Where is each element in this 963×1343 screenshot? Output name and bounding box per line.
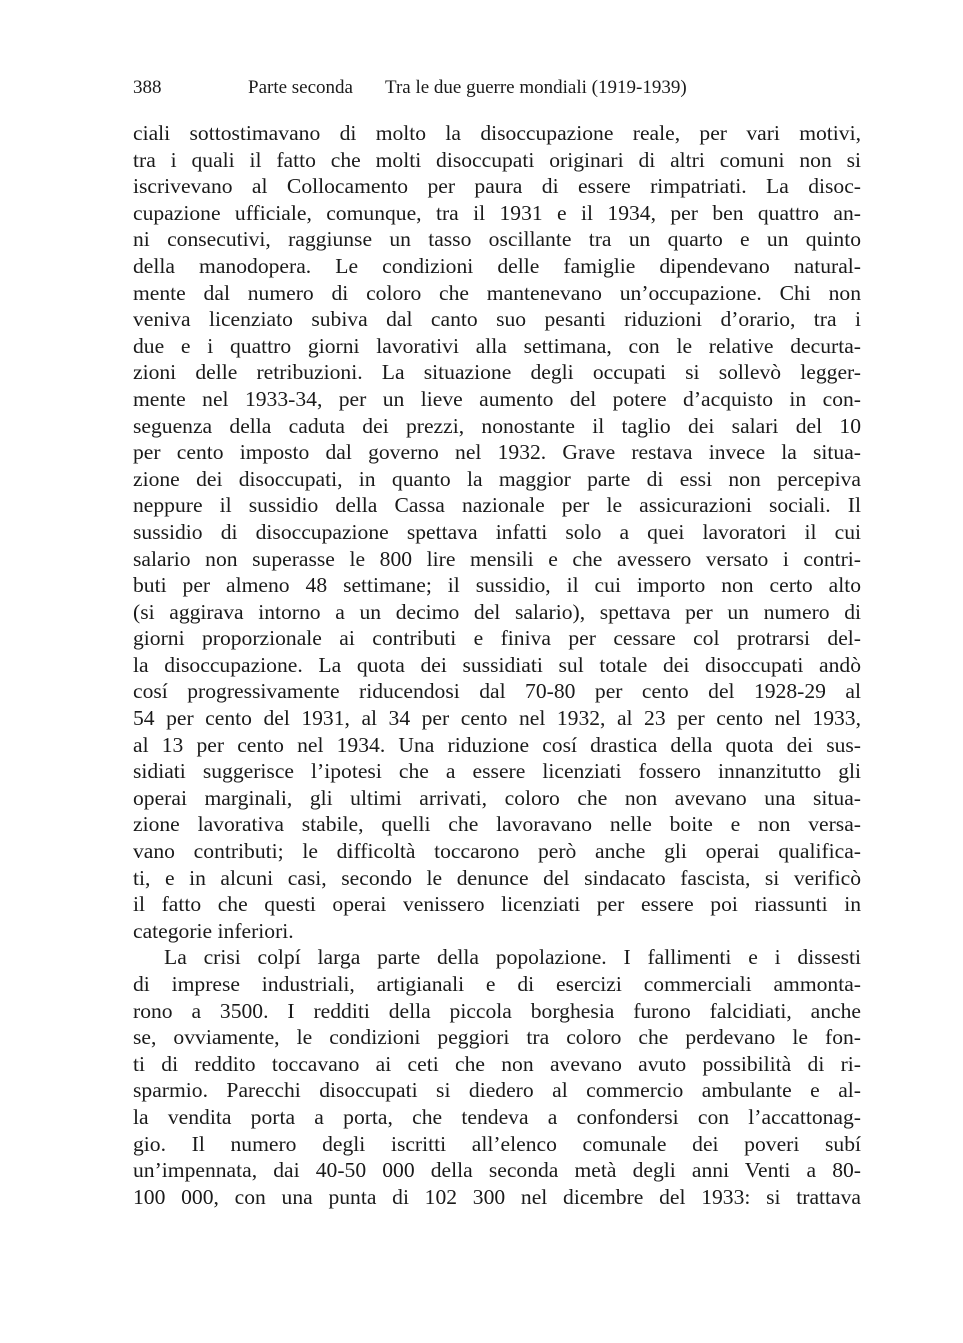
text-line: se, ovviamente, le condizioni peggiori tra coloro che perdevano le fon- xyxy=(133,1025,861,1050)
text-line: buti per almeno 48 settimane; il sussidio, il cui importo non certo alto xyxy=(133,573,861,598)
text-line: neppure il sussidio della Cassa nazionale per le assicurazioni sociali. Il xyxy=(133,493,861,518)
text-line: 54 per cento del 1931, al 34 per cento nel 1932, al 23 per cento nel 1933, xyxy=(133,706,861,731)
text-line: tra i quali il fatto che molti disoccupati originari di altri comuni non si xyxy=(133,147,861,172)
text-line: sparmio. Parecchi disoccupati si diedero al commercio ambulante e al- xyxy=(133,1078,861,1103)
paragraph xyxy=(133,944,861,1210)
text-line: ti di reddito toccavano ai ceti che non avevano avuto possibilità di ri- xyxy=(133,1051,861,1076)
text-line: vano contributi; le difficoltà toccarono però anche gli operai qualifica- xyxy=(133,839,861,864)
text-line: zione dei disoccupati, in quanto la maggior parte di essi non percepiva xyxy=(133,466,861,491)
text-line: (si aggirava intorno a un decimo del salario), spettava per un numero di xyxy=(133,599,861,624)
text-line: zioni delle retribuzioni. La situazione degli occupati si sollevò legger- xyxy=(133,360,861,385)
text-line: salario non superasse le 800 lire mensili e che avessero versato i contri- xyxy=(133,546,861,571)
text-line: mente nel 1933-34, per un lieve aumento del potere d’acquisto in con- xyxy=(133,386,861,411)
text-line: ti, e in alcuni casi, secondo le denunce del sindacato fascista, si verificò xyxy=(133,865,861,890)
paragraph xyxy=(133,120,861,944)
text-line: ni consecutivi, raggiunse un tasso oscillante tra un quarto e un quinto xyxy=(133,227,861,252)
running-head xyxy=(133,75,861,101)
text-line: della manodopera. Le condizioni delle famiglie dipendevano natural- xyxy=(133,253,861,278)
text-line: sussidio di disoccupazione spettava infatti solo a quei lavoratori il cui xyxy=(133,519,861,544)
section-title: Parte seconda xyxy=(248,77,353,98)
text-line: zione lavorativa stabile, quelli che lavoravano nelle boite e non versa- xyxy=(133,812,861,837)
text-line: 100 000, con una punta di 102 300 nel dicembre del 1933: si trattava xyxy=(133,1184,861,1209)
text-line: la vendita porta a porta, che tendeva a confondersi con l’accattonag- xyxy=(133,1104,861,1129)
text-line: ciali sottostimavano di molto la disoccupazione reale, per vari motivi, xyxy=(133,121,861,145)
text-line: per cento imposto dal governo nel 1932. Grave restava invece la situa- xyxy=(133,440,861,465)
text-line: di imprese industriali, artigianali e di esercizi commerciali ammonta- xyxy=(133,972,861,996)
text-line: cosí progressivamente riducendosi dal 70-80 per cento del 1928-29 al xyxy=(133,679,861,704)
chapter-title: Tra le due guerre mondiali (1919-1939) xyxy=(385,77,687,98)
text-line: seguenza della caduta dei prezzi, nonostante il taglio dei salari del 10 xyxy=(133,413,861,438)
text-line: la disoccupazione. La quota dei sussidiati sul totale dei disoccupati andò xyxy=(133,652,861,677)
text-line: iscrivevano al Collocamento per paura di essere rimpatriati. La disoc- xyxy=(133,174,861,199)
text-line: giorni proporzionale ai contributi e finiva per cessare col protrarsi del- xyxy=(133,626,861,651)
text-line: rono a 3500. I redditi della piccola borghesia furono falcidiati, anche xyxy=(133,998,861,1023)
text-line: gio. Il numero degli iscritti all’elenco comunale dei poveri subí xyxy=(133,1131,861,1156)
body-text xyxy=(133,120,861,1210)
text-line: operai marginali, gli ultimi arrivati, coloro che non avevano una situa- xyxy=(133,785,861,810)
text-line: categorie inferiori. xyxy=(133,918,294,943)
text-line: mente dal numero di coloro che mantenevano un’occupazione. Chi non xyxy=(133,280,861,305)
text-line: La crisi colpí larga parte della popolazione. I fallimenti e i dissesti xyxy=(164,945,861,970)
page-number: 388 xyxy=(133,77,162,98)
text-line: veniva licenziato subiva dal canto suo pesanti riduzioni d’orario, tra i xyxy=(133,307,861,332)
text-line: al 13 per cento nel 1934. Una riduzione cosí drastica della quota dei sus- xyxy=(133,732,861,757)
text-line: sidiati suggerisce l’ipotesi che a essere licenziati fossero innanzitutto gli xyxy=(133,759,861,784)
text-line: cupazione ufficiale, comunque, tra il 1931 e il 1934, per ben quattro an- xyxy=(133,200,861,225)
text-line: il fatto che questi operai venissero licenziati per essere poi riassunti in xyxy=(133,892,861,917)
text-line: un’impennata, dai 40-50 000 della seconda metà degli anni Venti a 80- xyxy=(133,1158,861,1183)
text-line: due e i quattro giorni lavorativi alla settimana, con le relative decurta- xyxy=(133,333,861,358)
